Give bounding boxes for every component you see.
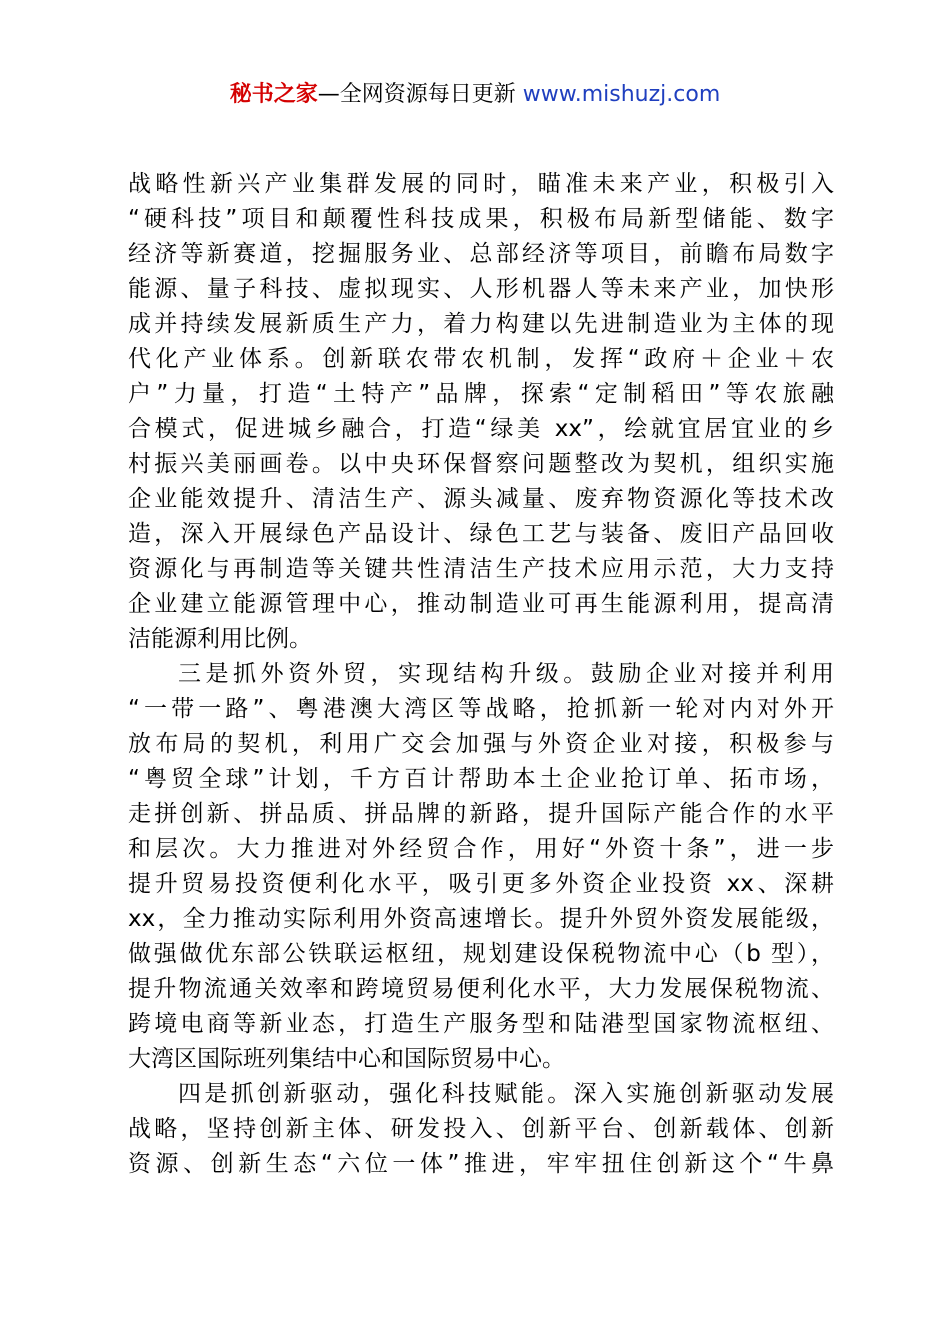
- text-line: 大湾区国际班列集结中心和国际贸易中心。: [128, 1046, 565, 1072]
- text-line: 提升贸易投资便利化水平，吸引更多外资企业投资 xx、深耕: [128, 871, 834, 897]
- text-line: “粤贸全球”计划，千方百计帮助本土企业抢订单、拓市场，: [128, 766, 834, 792]
- text-line: 代化产业体系。创新联农带农机制，发挥“政府＋企业＋农: [128, 346, 834, 372]
- text-line: 走拼创新、拼品质、拼品牌的新路，提升国际产能合作的水平: [128, 801, 834, 827]
- header-url-link[interactable]: www.mishuzj.com: [522, 82, 721, 107]
- text-line: “硬科技”项目和颠覆性科技成果，积极布局新型储能、数字: [128, 206, 834, 232]
- document-body: [128, 167, 834, 1182]
- text-line: 造，深入开展绿色产品设计、绿色工艺与装备、废旧产品回收: [128, 521, 834, 547]
- text-line: 战略性新兴产业集群发展的同时，瞄准未来产业，积极引入: [128, 171, 834, 197]
- text-line: 洁能源利用比例。: [128, 626, 312, 652]
- text-line: 资源、创新生态“六位一体”推进，牢牢扭住创新这个“牛鼻: [128, 1151, 834, 1177]
- text-line: 成并持续发展新质生产力，着力构建以先进制造业为主体的现: [128, 311, 834, 337]
- text-line: 跨境电商等新业态，打造生产服务型和陆港型国家物流枢纽、: [128, 1011, 834, 1037]
- text-line: 合模式，促进城乡融合，打造“绿美 xx”，绘就宜居宜业的乡: [128, 416, 834, 442]
- text-line: “一带一路”、粤港澳大湾区等战略，抢抓新一轮对内对外开: [128, 696, 834, 722]
- text-line: 和层次。大力推进对外经贸合作，用好“外资十条”，进一步: [128, 836, 834, 862]
- text-line: 做强做优东部公铁联运枢纽，规划建设保税物流中心（b 型），: [128, 941, 834, 967]
- text-line: 提升物流通关效率和跨境贸易便利化水平，大力发展保税物流、: [128, 976, 834, 1002]
- header-brand: 秘书之家: [229, 82, 318, 107]
- page-header: [0, 78, 950, 112]
- text-line: 战略，坚持创新主体、研发投入、创新平台、创新载体、创新: [128, 1116, 834, 1142]
- text-line: 能源、量子科技、虚拟现实、人形机器人等未来产业，加快形: [128, 276, 834, 302]
- text-line: 企业能效提升、清洁生产、源头减量、废弃物资源化等技术改: [128, 486, 834, 512]
- text-line: 村振兴美丽画卷。以中央环保督察问题整改为契机，组织实施: [128, 451, 834, 477]
- text-line: 企业建立能源管理中心，推动制造业可再生能源利用，提高清: [128, 591, 834, 617]
- text-line: 资源化与再制造等关键共性清洁生产技术应用示范，大力支持: [128, 556, 834, 582]
- header-slogan: —全网资源每日更新: [317, 82, 516, 107]
- text-line: 经济等新赛道，挖掘服务业、总部经济等项目，前瞻布局数字: [128, 241, 834, 267]
- paragraph-start-line: 三是抓外资外贸，实现结构升级。鼓励企业对接并利用: [178, 661, 834, 687]
- text-line: 放布局的契机，利用广交会加强与外资企业对接，积极参与: [128, 731, 834, 757]
- paragraph-start-line: 四是抓创新驱动，强化科技赋能。深入实施创新驱动发展: [178, 1081, 834, 1107]
- text-line: 户”力量，打造“土特产”品牌，探索“定制稻田”等农旅融: [128, 381, 834, 407]
- text-line: xx，全力推动实际利用外资高速增长。提升外贸外资发展能级，: [128, 906, 834, 932]
